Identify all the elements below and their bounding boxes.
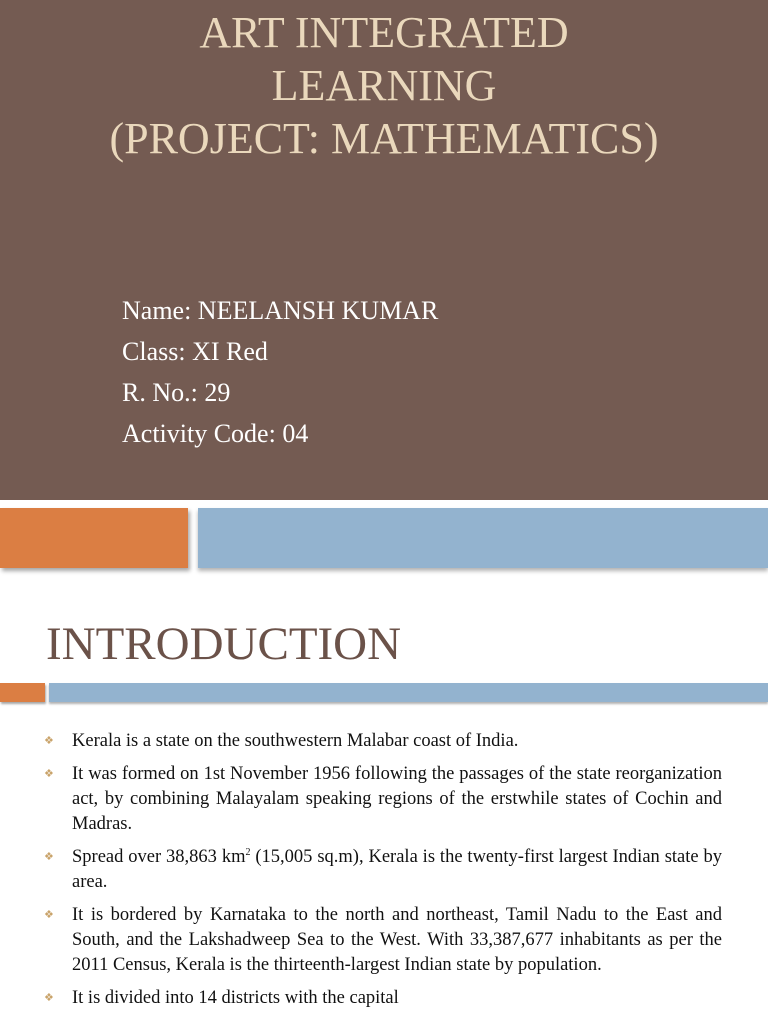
diamond-bullet-icon: ❖ — [44, 909, 54, 921]
introduction-heading: INTRODUCTION — [46, 618, 402, 670]
diamond-bullet-icon: ❖ — [44, 735, 54, 747]
bullet-text-start: Spread over 38,863 km — [72, 847, 246, 867]
slide-title — [0, 6, 768, 165]
activity-code: Activity Code: 04 — [122, 419, 309, 448]
list-item — [44, 845, 722, 895]
student-info — [122, 290, 438, 454]
title-line-2: LEARNING — [271, 61, 497, 110]
divider-strip — [0, 500, 768, 508]
superscript: 2 — [245, 846, 251, 858]
bullet-text: It is divided into 14 districts with the capital — [72, 988, 399, 1008]
list-item — [44, 762, 722, 837]
title-line-3: (PROJECT: MATHEMATICS) — [109, 114, 659, 163]
bullet-text: It was formed on 1st November 1956 following the passages of the state reorganization act, by combining Malayalam speaking regions of the erstwhile states of Cochin and Madras. — [72, 764, 722, 834]
accent-band-blue — [198, 508, 768, 568]
bullet-text: It is bordered by Karnataka to the north and northeast, Tamil Nadu to the East and South, and the Lakshadweep Sea to the West. With 33,387,677 inhabitants as per the 2011 Census, Kerala is the thirteenth-largest Indian state by population. — [72, 905, 722, 975]
accent-band-orange — [0, 508, 188, 568]
heading-bar-orange — [0, 683, 45, 702]
student-class: Class: XI Red — [122, 337, 268, 366]
list-item — [44, 729, 722, 754]
title-line-1: ART INTEGRATED — [199, 8, 569, 57]
list-item — [44, 903, 722, 978]
bullet-list — [44, 729, 722, 1019]
diamond-bullet-icon: ❖ — [44, 851, 54, 863]
title-slide — [0, 0, 768, 500]
diamond-bullet-icon: ❖ — [44, 992, 54, 1004]
list-item — [44, 986, 722, 1011]
heading-bar-blue — [49, 683, 768, 702]
bullet-text-end: (15,005 sq.m), Kerala is the twenty-first largest Indian state by area. — [72, 847, 722, 892]
student-name: Name: NEELANSH KUMAR — [122, 296, 439, 325]
diamond-bullet-icon: ❖ — [44, 768, 54, 780]
roll-number: R. No.: 29 — [122, 378, 231, 407]
bullet-text: Kerala is a state on the southwestern Malabar coast of India. — [72, 731, 519, 751]
